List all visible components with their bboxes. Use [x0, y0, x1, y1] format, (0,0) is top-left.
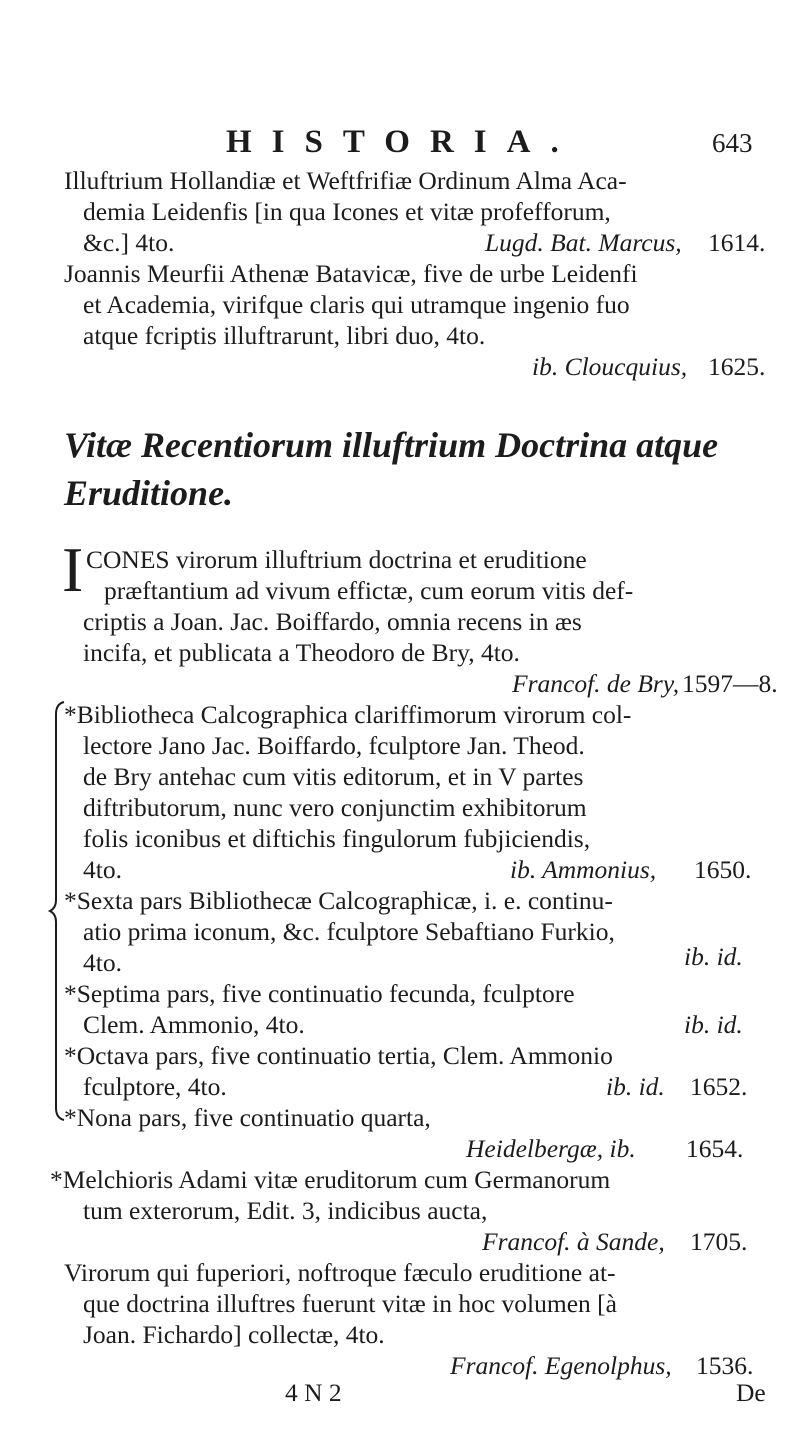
entry-line: incifa, et publicata a Theodoro de Bry, 4to.: [83, 638, 520, 667]
drop-cap: I: [62, 534, 84, 605]
entry-line: atio prima iconum, &c. fculptore Sebaftiano Furkio,: [83, 917, 615, 946]
entry-imprint: Heidelbergæ, ib.: [466, 1134, 636, 1163]
entry-line: demia Leidenfis [in qua Icones et vitæ profefforum,: [83, 197, 611, 226]
entry-imprint: Francof. Egenolphus,: [450, 1351, 672, 1380]
section-title: Vitæ Recentiorum illuftrium Doctrina atque: [64, 425, 719, 465]
entry-line: que doctrina illuftres fuerunt vitæ in hoc volumen [à: [83, 1289, 617, 1318]
entry-imprint: Lugd. Bat. Marcus,: [485, 228, 682, 257]
entry-year: 1614.: [708, 228, 766, 257]
entry-imprint: ib. Cloucquius,: [532, 352, 688, 381]
signature-mark: 4 N 2: [285, 1378, 342, 1407]
entry-line: de Bry antehac cum vitis editorum, et in V partes: [83, 762, 584, 791]
entry-line: Joan. Fichardo] collectæ, 4to.: [83, 1320, 385, 1349]
entry-imprint: ib. Ammonius,: [510, 855, 657, 884]
entry-line: Clem. Ammonio, 4to.: [83, 1010, 305, 1039]
entry-year: 1536.: [696, 1351, 754, 1380]
entry-line: Illuftrium Hollandiæ et Weftfrifiæ Ordinum Alma Aca-: [64, 166, 627, 195]
entry-line: criptis a Joan. Jac. Boiffardo, omnia recens in æs: [83, 607, 582, 636]
entry-year: 1597—8.: [682, 669, 778, 698]
entry-year: 1625.: [708, 352, 766, 381]
entry-line: Joannis Meurfii Athenæ Batavicæ, five de urbe Leidenfi: [64, 259, 638, 288]
entry-year: 1654.: [686, 1134, 744, 1163]
page-number: 643: [712, 128, 753, 158]
entry-line: diftributorum, nunc vero conjunctim exhibitorum: [83, 793, 587, 822]
entry-line: fculptore, 4to.: [83, 1072, 227, 1101]
entry-line: *Octava pars, five continuatio tertia, Clem. Ammonio: [64, 1041, 613, 1070]
entry-line: *Sexta pars Bibliothecæ Calcographicæ, i. e. continu-: [64, 886, 613, 915]
entry-line: tum exterorum, Edit. 3, indicibus aucta,: [83, 1196, 488, 1225]
entry-imprint: Francof. de Bry,: [512, 669, 680, 698]
entry-line: 4to.: [83, 948, 122, 977]
entry-imprint: ib. id.: [684, 942, 743, 971]
entry-year: 1705.: [690, 1227, 748, 1256]
entry-line: *Septima pars, five continuatio fecunda, fculptore: [64, 979, 575, 1008]
entry-line: *Bibliotheca Calcographica clariffimorum virorum col-: [64, 700, 632, 729]
entry-line: præftantium ad vivum effictæ, cum eorum vitis def-: [104, 576, 634, 605]
entry-imprint: ib. id.: [684, 1010, 743, 1039]
entry-year: 1652.: [690, 1072, 748, 1101]
entry-line: Virorum qui fuperiori, noftroque fæculo eruditione at-: [64, 1258, 616, 1287]
entry-line: *Melchioris Adami vitæ eruditorum cum Germanorum: [50, 1165, 611, 1194]
section-title-cont: Eruditione.: [64, 473, 234, 513]
entry-line: &c.] 4to.: [83, 228, 175, 257]
entry-line: atque fcriptis illuftrarunt, libri duo, 4to.: [83, 321, 486, 350]
entry-line: lectore Jano Jac. Boiffardo, fculptore Jan. Theod.: [83, 731, 585, 760]
entry-line: et Academia, virifque claris qui utramque ingenio fuo: [83, 290, 630, 319]
entry-line: 4to.: [83, 855, 122, 884]
entry-line: folis iconibus et diftichis fingulorum fubjiciendis,: [83, 824, 591, 853]
entry-imprint: ib. id.: [606, 1072, 665, 1101]
entry-line: *Nona pars, five continuatio quarta,: [64, 1103, 431, 1132]
running-title: HISTORIA.: [226, 124, 579, 160]
entry-line: CONES virorum illuftrium doctrina et eruditione: [86, 545, 587, 574]
entry-imprint: Francof. à Sande,: [482, 1227, 665, 1256]
entry-year: 1650.: [694, 855, 752, 884]
catchword: De: [736, 1378, 766, 1407]
